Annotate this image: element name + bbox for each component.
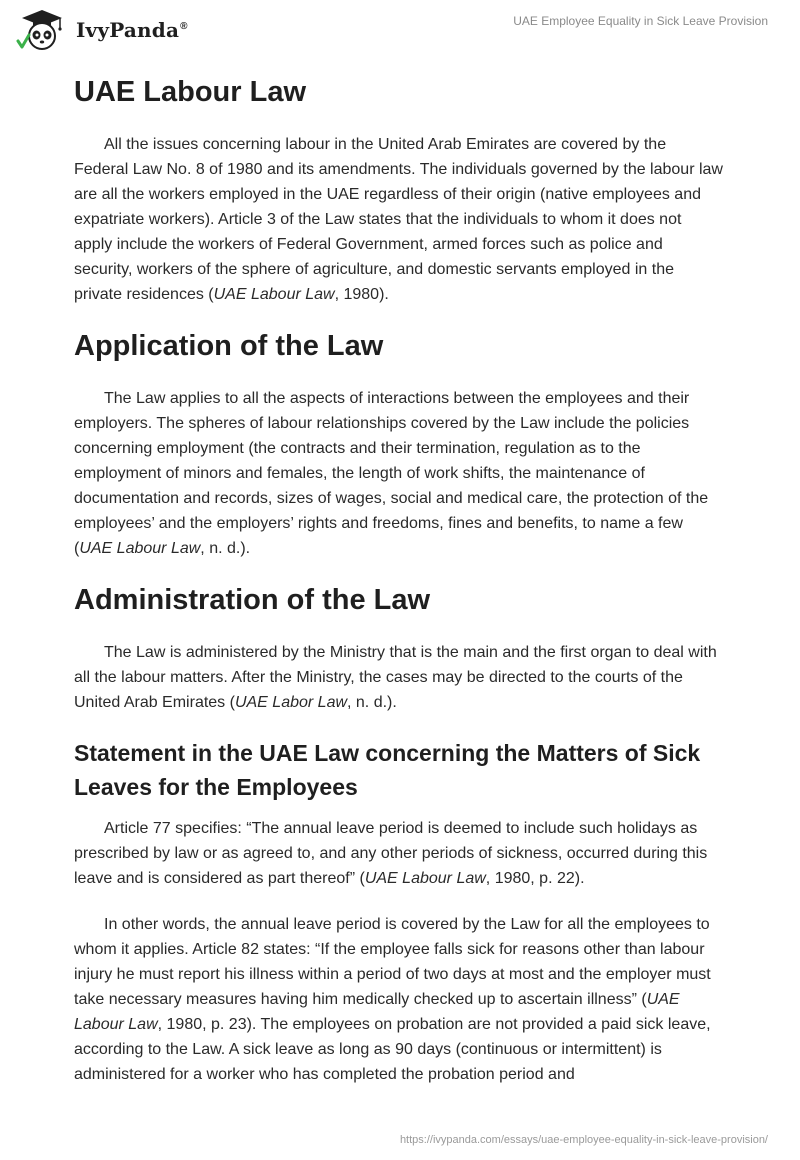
brand-logo[interactable] xyxy=(16,8,188,52)
citation: UAE Labor Law xyxy=(234,694,348,711)
citation: UAE Labour Law xyxy=(79,540,201,557)
section-heading-administration: Administration of the Law xyxy=(74,584,431,616)
paragraph: Article 77 specifies: “The annual leave period is deemed to include such holidays as prescribed by law or as agreed to, and any other periods of sickness, occurred during this leave and is considered as part thereof” (UAE Labour Law, 1980, p. 22). xyxy=(74,820,708,887)
paragraph: The Law is administered by the Ministry that is the main and the first organ to deal with all the labour matters. After the Ministry, the cases may be directed to the courts of the United Arab Emirates (UAE Labor Law, n. d.). xyxy=(74,644,717,711)
paragraph: The Law applies to all the aspects of interactions between the employees and their employers. The spheres of labour relationships covered by the Law include the policies concerning employment (the contracts and their termination, regulation as to the employment of minors and females, the length of work shifts, the maintenance of documentation and records, sizes of wages, social and medical care, the protection of the employees’ and the employers’ rights and freedoms, fines and benefits, to name a few (UAE Labour Law, n. d.). xyxy=(74,390,709,557)
panda-graduate-icon xyxy=(16,8,68,52)
paragraph: In other words, the annual leave period is covered by the Law for all the employees to whom it applies. Article 82 states: “If the employee falls sick for reasons other than labour injury he must report his illness within a period of two days at most and the employer must take necessary measures having him medically checked up to ascertain illness” (UAE Labour Law, 1980, p. 23). The employees on probation are not provided a paid sick leave, according to the Law. A sick leave as long as 90 days (continuous or intermittent) is administered for a worker who has completed the probation period and xyxy=(74,916,711,1083)
citation: UAE Labour Law xyxy=(213,286,335,303)
page-header xyxy=(0,0,800,60)
source-url-link[interactable]: https://ivypanda.com/essays/uae-employee-equality-in-sick-leave-provision/ xyxy=(399,1134,768,1146)
citation: UAE Labour Law xyxy=(364,870,486,887)
citation: UAE Labour Law xyxy=(74,991,680,1033)
section-heading-uae-labour-law: UAE Labour Law xyxy=(74,76,307,108)
paragraph: All the issues concerning labour in the United Arab Emirates are covered by the Federal Law No. 8 of 1980 and its amendments. The individuals governed by the labour law are all the workers employed in the UAE regardless of their origin (native employees and expatriate workers). Article 3 of the Law states that the individuals to whom it does not apply include the workers of Federal Government, armed forces such as police and security, workers of the sphere of agriculture, and domestic servants employed in the private residences (UAE Labour Law, 1980). xyxy=(74,136,723,303)
section-heading-application: Application of the Law xyxy=(74,330,384,362)
brand-name: IvyPanda® xyxy=(76,18,188,42)
document-title: UAE Employee Equality in Sick Leave Provision xyxy=(513,14,768,28)
article-body xyxy=(74,68,724,1108)
section-heading-sick-leave-statement: Statement in the UAE Law concerning the Matters of Sick Leaves for the Employees xyxy=(74,740,701,800)
